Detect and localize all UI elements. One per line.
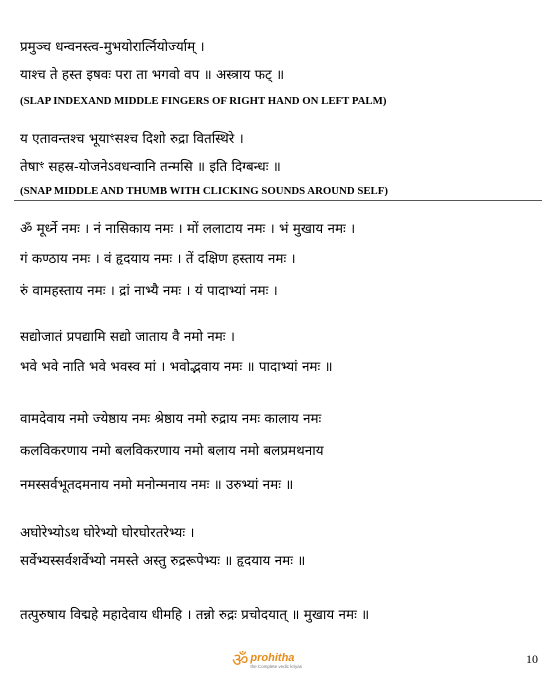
verse-line: तेषाꣳ सहस्र-योजनेऽवधन्वानि तन्मसि ॥ इति दिग्बन्धः ॥ bbox=[20, 159, 281, 175]
om-icon: ॐ bbox=[232, 650, 249, 671]
instruction-note: (SLAP INDEXAND MIDDLE FINGERS OF RIGHT HAND ON LEFT PALM) bbox=[20, 95, 387, 107]
verse-line: तत्पुरुषाय विद्महे महादेवाय धीमहि । तन्नो रुद्रः प्रचोदयात् ॥ मुखाय नमः ॥ bbox=[20, 607, 370, 623]
instruction-note: (SNAP MIDDLE AND THUMB WITH CLICKING SOUNDS AROUND SELF) bbox=[20, 185, 388, 197]
brand-tagline: the Complete vedic kriyas bbox=[250, 663, 302, 669]
verse-line: सद्योजातं प्रपद्यामि सद्यो जाताय वै नमो नमः । bbox=[20, 329, 235, 345]
nyasa-line: ॐ मूर्ध्ने नमः । नं नासिकाय नमः । मों ललाटाय नमः । भं मुखाय नमः । bbox=[20, 221, 356, 237]
verse-line: सर्वेभ्यस्सर्वशर्वेभ्यो नमस्ते अस्तु रुद्ररूपेभ्यः ॥ हृदयाय नमः ॥ bbox=[20, 553, 306, 569]
verse-line: नमस्सर्वभूतदमनाय नमो मनोन्मनाय नमः ॥ उरुभ्यां नमः ॥ bbox=[20, 477, 294, 493]
brand-name: prohitha bbox=[250, 651, 295, 664]
page-number: 10 bbox=[526, 652, 538, 666]
verse-line: प्रमुञ्च धन्वनस्त्व-मुभयोरार्त्नियोर्ज्याम् । bbox=[20, 39, 205, 55]
verse-line: कलविकरणाय नमो बलविकरणाय नमो बलाय नमो बलप्रमथनाय bbox=[20, 443, 324, 459]
verse-line: अघोरेभ्योऽथ घोरेभ्यो घोरघोरतरेभ्यः । bbox=[20, 525, 195, 541]
nyasa-line: गं कण्ठाय नमः । वं हृदयाय नमः । तें दक्षिण हस्ताय नमः । bbox=[20, 251, 296, 267]
verse-line: याश्च ते हस्त इषवः परा ता भगवो वप ॥ अस्त्राय फट् ॥ bbox=[20, 67, 285, 83]
verse-line: य एतावन्तश्च भूयाꣳसश्च दिशो रुद्रा वितस्थिरे । bbox=[20, 131, 244, 147]
prohitha-logo bbox=[232, 650, 302, 672]
section-divider bbox=[14, 200, 542, 201]
verse-line: भवे भवे नाति भवे भवस्व मां । भवोद्भवाय नमः ॥ पादाभ्यां नमः ॥ bbox=[20, 359, 333, 375]
nyasa-line: रुं वामहस्ताय नमः । द्रां नाभ्यै नमः । यं पादाभ्यां नमः । bbox=[20, 283, 278, 299]
verse-line: वामदेवाय नमो ज्येष्ठाय नमः श्रेष्ठाय नमो रुद्राय नमः कालाय नमः bbox=[20, 411, 322, 427]
